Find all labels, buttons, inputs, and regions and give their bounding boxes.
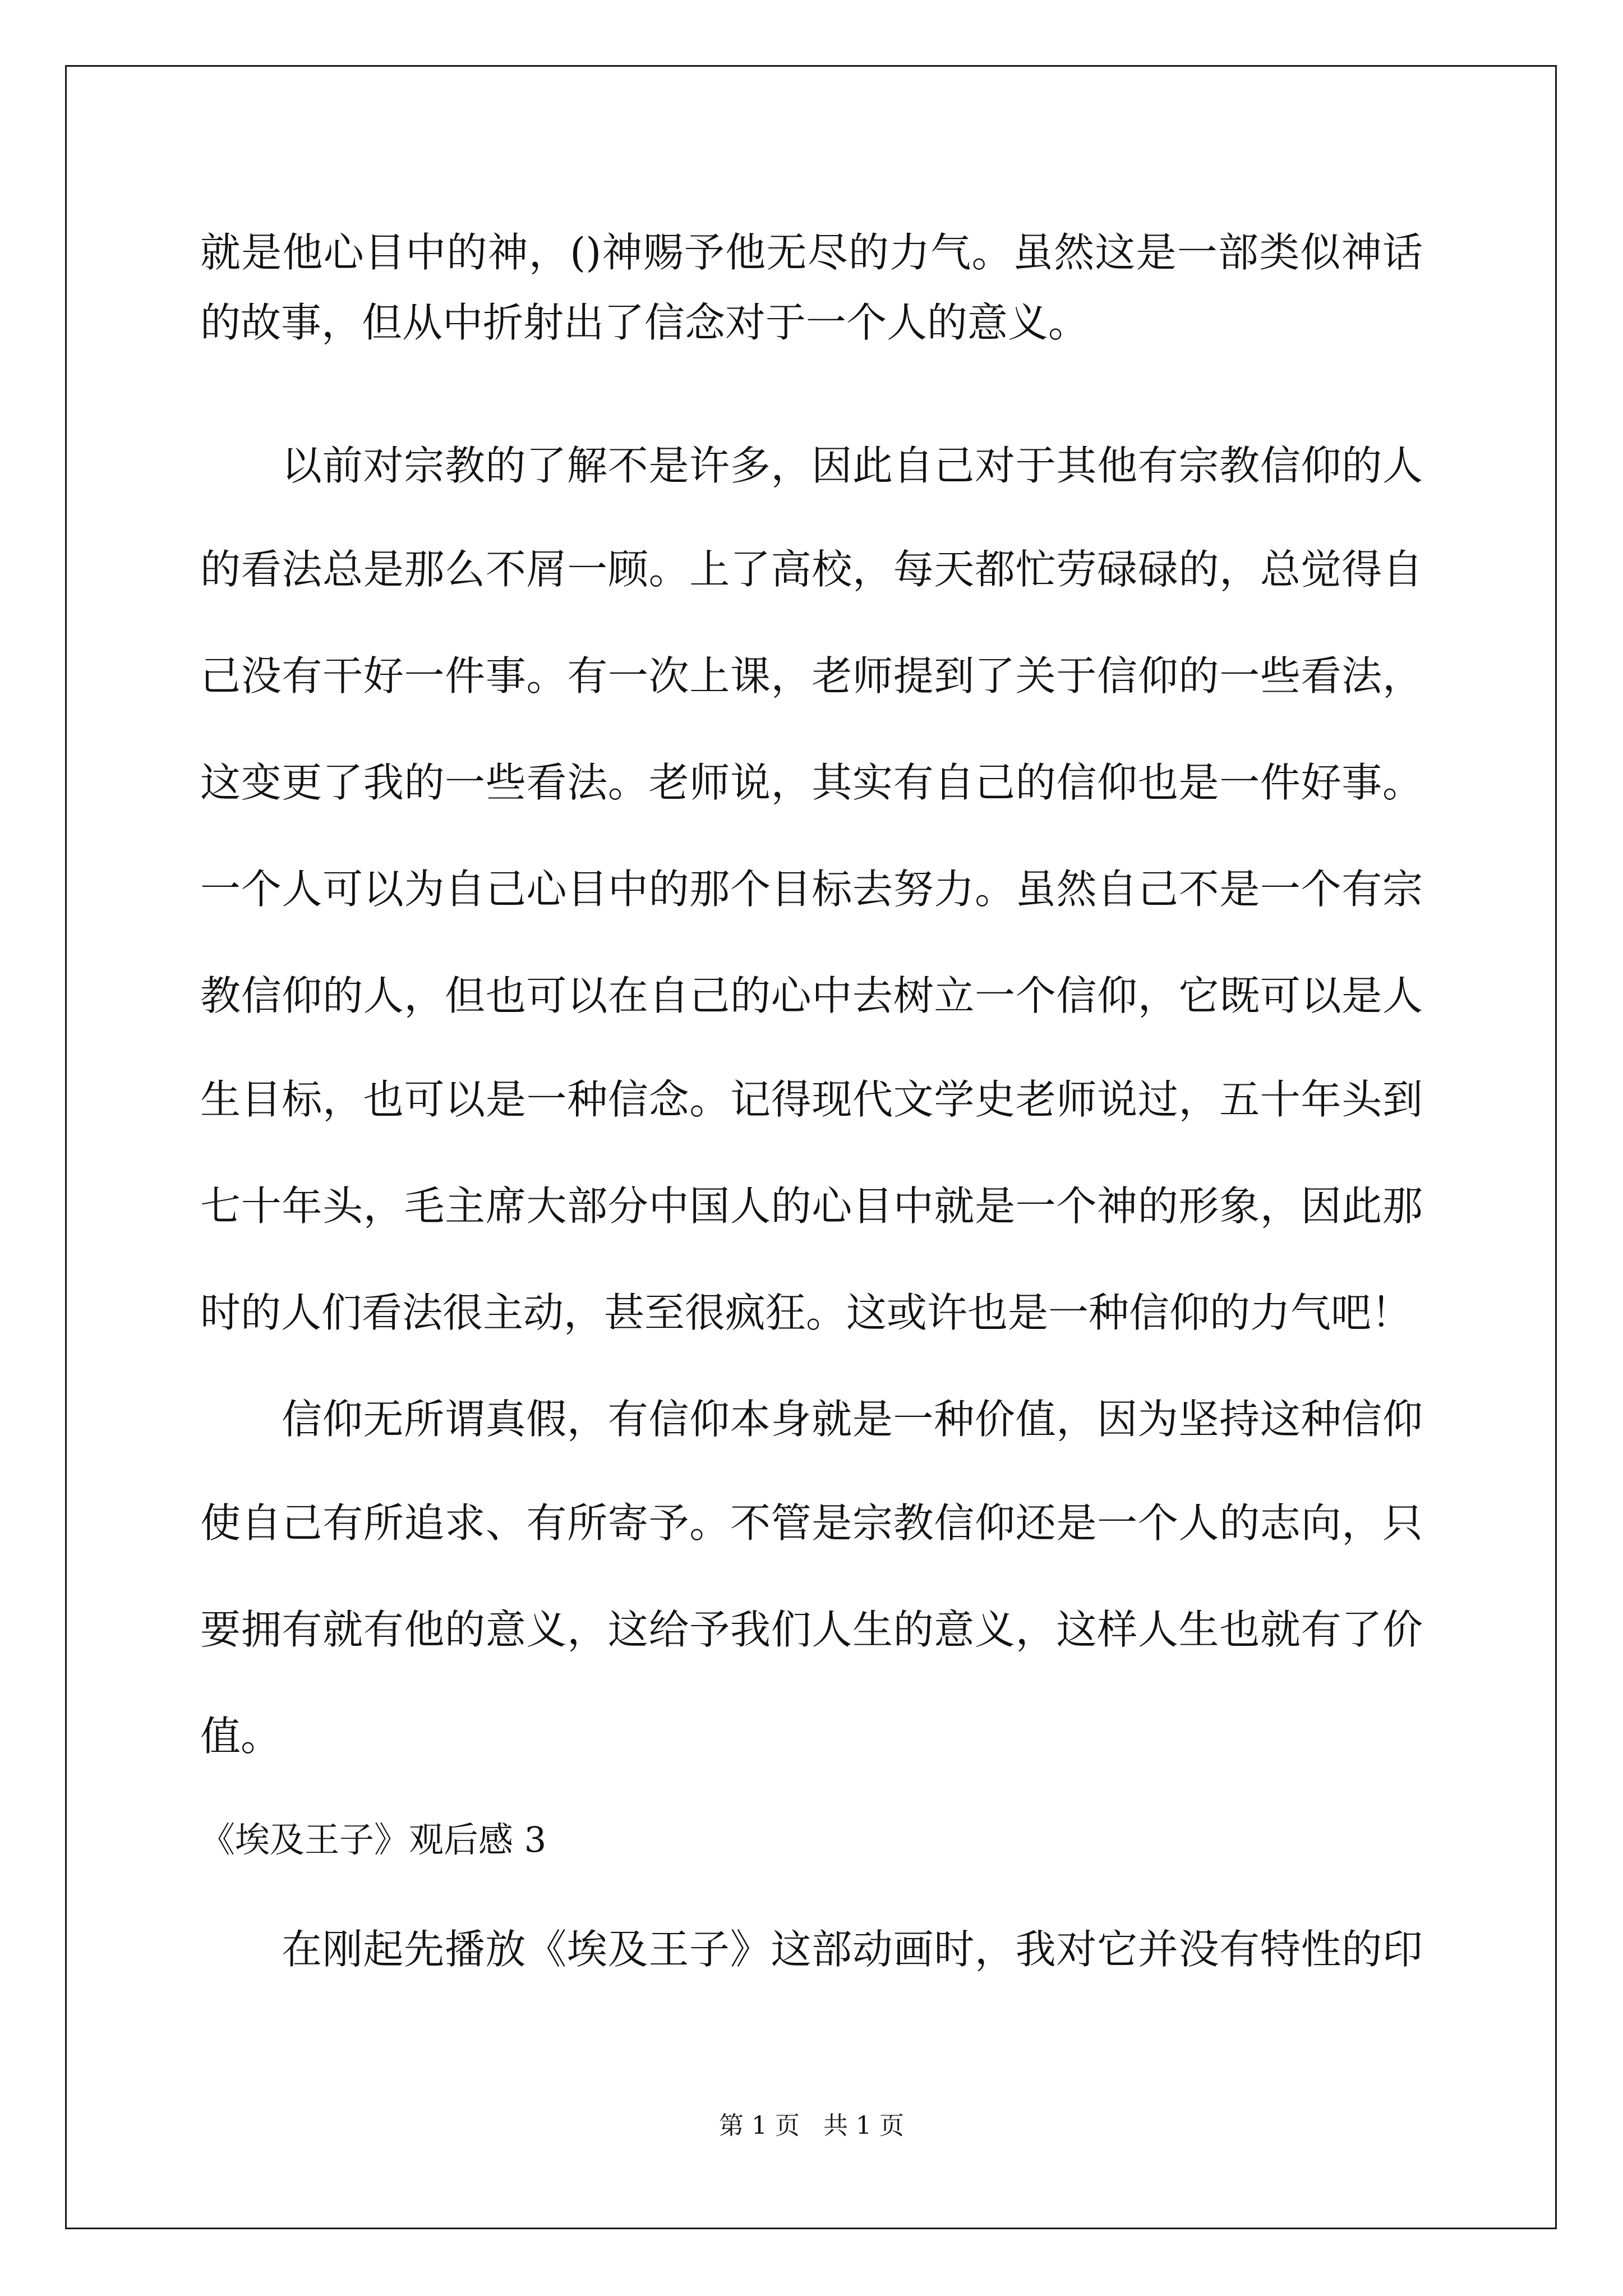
text-line: 就是他心目中的神，()神赐予他无尽的力气。虽然这是一部类似神话 [200,229,1423,276]
text-line: 这变更了我的一些看法。老师说，其实有自己的信仰也是一件好事。 [200,759,1423,806]
text-line: 教信仰的人，但也可以在自己的心中去树立一个信仰，它既可以是人 [200,972,1423,1019]
text-line: 的故事，但从中折射出了信念对于一个人的意义。 [200,299,1089,346]
text-line: 值。 [200,1713,282,1760]
section-heading: 《埃及王子》观后感 3 [200,1819,547,1860]
text-line: 使自己有所追求、有所寄予。不管是宗教信仰还是一个人的志向，只 [200,1499,1423,1547]
text-line: 一个人可以为自己心目中的那个目标去努力。虽然自己不是一个有宗 [200,866,1423,913]
page-number-footer: 第 1 页 共 1 页 [719,2111,904,2140]
text-line: 在刚起先播放《埃及王子》这部动画时，我对它并没有特性的印 [282,1926,1423,1973]
text-line: 以前对宗教的了解不是许多，因此自己对于其他有宗教信仰的人 [282,442,1423,489]
page-border [65,65,1557,2229]
text-line: 要拥有就有他的意义，这给予我们人生的意义，这样人生也就有了价 [200,1606,1423,1653]
text-line: 生目标，也可以是一种信念。记得现代文学史老师说过，五十年头到 [200,1076,1423,1123]
text-line: 的看法总是那么不屑一顾。上了高校，每天都忙劳碌碌的，总觉得自 [200,546,1423,593]
text-line: 信仰无所谓真假，有信仰本身就是一种价值，因为坚持这种信仰 [282,1396,1423,1443]
text-line: 己没有干好一件事。有一次上课，老师提到了关于信仰的一些看法， [200,652,1423,700]
text-line: 时的人们看法很主动，甚至很疯狂。这或许也是一种信仰的力气吧！ [200,1289,1412,1336]
text-line: 七十年头，毛主席大部分中国人的心目中就是一个神的形象，因此那 [200,1182,1423,1230]
